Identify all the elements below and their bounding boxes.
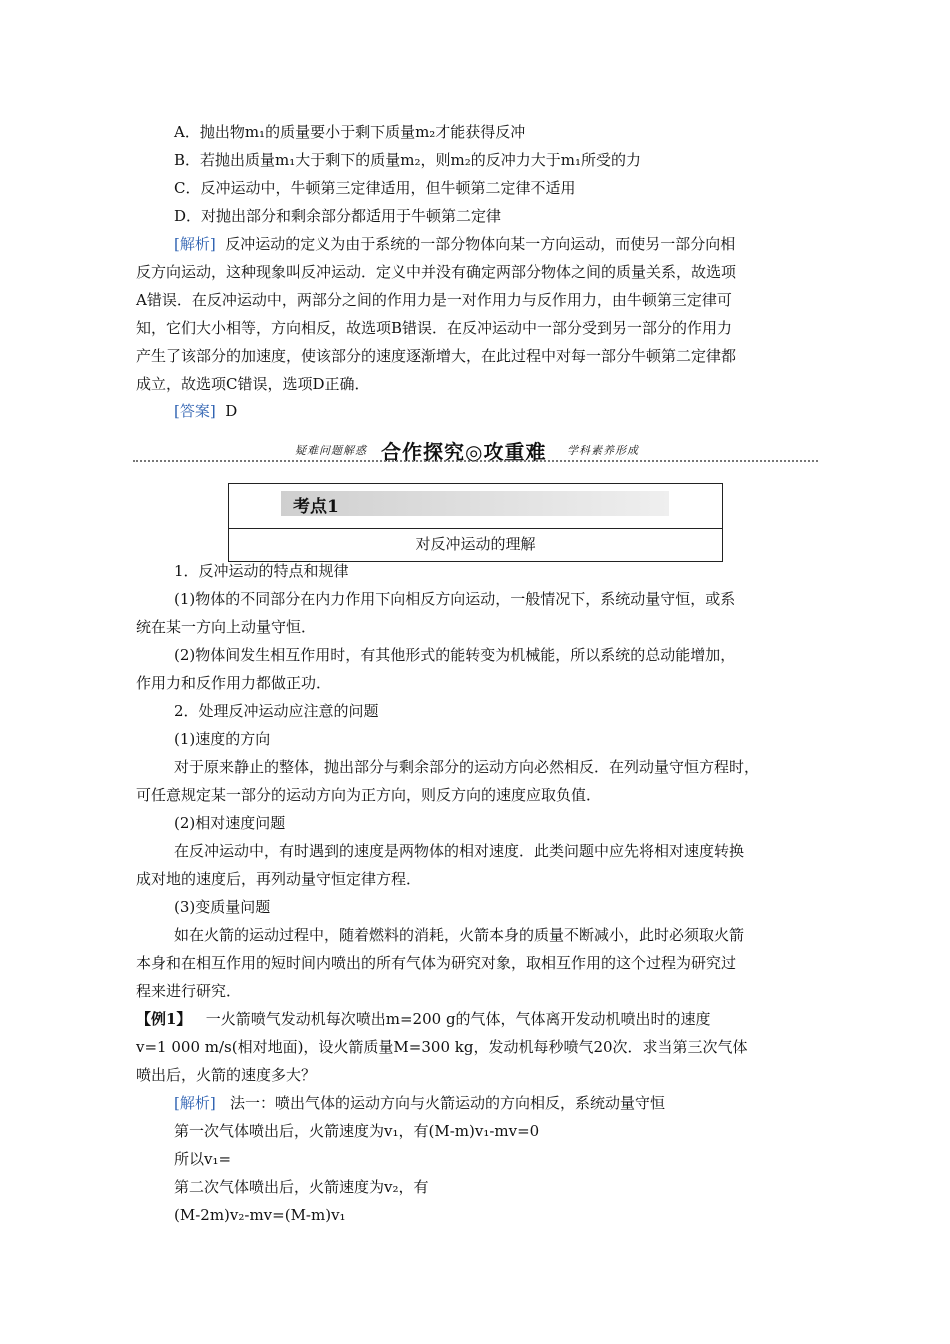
example-line-3: 喷出后，火箭的速度多大？ bbox=[136, 1066, 317, 1084]
option-a: A．抛出物m₁的质量要小于剩下质量m₂才能获得反冲 bbox=[174, 123, 526, 141]
kaodian-separator bbox=[229, 528, 722, 529]
section-line: 统在某一方向上动量守恒． bbox=[136, 618, 317, 636]
solution-line: 第二次气体喷出后，火箭速度为v₂，有 bbox=[174, 1178, 429, 1196]
analysis-line-1 bbox=[174, 233, 735, 255]
banner-left: 疑难问题解惑 bbox=[295, 444, 367, 457]
banner-divider bbox=[133, 460, 818, 462]
section-line: 如在火箭的运动过程中，随着燃料的消耗，火箭本身的质量不断减小，此时必须取火箭 bbox=[174, 926, 745, 944]
option-d: D．对抛出部分和剩余部分都适用于牛顿第二定律 bbox=[174, 207, 502, 225]
solution-line-1 bbox=[174, 1092, 665, 1114]
kaodian-title: 对反冲运动的理解 bbox=[415, 535, 536, 553]
option-b: B．若抛出质量m₁大于剩下的质量m₂，则m₂的反冲力大于m₁所受的力 bbox=[174, 151, 641, 169]
section-line: 程来进行研究． bbox=[136, 982, 242, 1000]
section-subheading: (2)相对速度问题 bbox=[174, 814, 286, 832]
section-line: 在反冲运动中，有时遇到的速度是两物体的相对速度．此类问题中应先将相对速度转换 bbox=[174, 842, 745, 860]
section-line: (1)物体的不同部分在内力作用下向相反方向运动，一般情况下，系统动量守恒，或系 bbox=[174, 590, 736, 608]
section-banner bbox=[133, 436, 818, 462]
option-c: C．反冲运动中，牛顿第三定律适用，但牛顿第二定律不适用 bbox=[174, 179, 576, 197]
solution-line: 第一次气体喷出后，火箭速度为v₁，有(M-m)v₁-mv=0 bbox=[174, 1122, 540, 1140]
section-subheading: (1)速度的方向 bbox=[174, 730, 271, 748]
solution-tag: [解析] bbox=[174, 1094, 216, 1112]
kaodian-box bbox=[228, 483, 723, 562]
section-heading-2: 2．处理反冲运动应注意的问题 bbox=[174, 702, 379, 720]
kaodian-tag: 考点1 bbox=[293, 497, 339, 517]
example-line-1 bbox=[136, 1008, 711, 1030]
section-line: 可任意规定某一部分的运动方向为正方向，则反方向的速度应取负值． bbox=[136, 786, 602, 804]
section-line: 本身和在相互作用的短时间内喷出的所有气体为研究对象，取相互作用的这个过程为研究过 bbox=[136, 954, 737, 972]
section-line: 成对地的速度后，再列动量守恒定律方程． bbox=[136, 870, 422, 888]
section-heading-1: 1．反冲运动的特点和规律 bbox=[174, 562, 349, 580]
analysis-line-5: 产生了该部分的加速度，使该部分的速度逐渐增大，在此过程中对每一部分牛顿第二定律都 bbox=[136, 347, 737, 365]
banner-right: 学科素养形成 bbox=[567, 444, 639, 457]
analysis-line-4: 知，它们大小相等，方向相反，故选项B错误．在反冲运动中一部分受到另一部分的作用力 bbox=[136, 319, 733, 337]
answer-line bbox=[174, 400, 237, 422]
solution-text: 法一：喷出气体的运动方向与火箭运动的方向相反，系统动量守恒 bbox=[230, 1094, 666, 1112]
analysis-tag: [解析] bbox=[174, 235, 216, 253]
answer-tag: [答案] bbox=[174, 402, 216, 420]
example-line-2: v=1 000 m/s(相对地面)，设火箭质量M=300 kg，发动机每秒喷气20次．求当第三次气体 bbox=[136, 1038, 748, 1056]
section-line: (2)物体间发生相互作用时，有其他形式的能转变为机械能，所以系统的总动能增加， bbox=[174, 646, 736, 664]
kaodian-tag-bar bbox=[281, 491, 669, 516]
banner-main: 合作探究◎攻重难 bbox=[381, 440, 547, 464]
analysis-line-3: A错误．在反冲运动中，两部分之间的作用力是一对作用力与反作用力，由牛顿第三定律可 bbox=[136, 291, 732, 309]
example-tag: 【例1】 bbox=[136, 1010, 192, 1028]
section-line: 对于原来静止的整体，抛出部分与剩余部分的运动方向必然相反．在列动量守恒方程时， bbox=[174, 758, 760, 776]
example-text: 一火箭喷气发动机每次喷出m=200 g的气体，气体离开发动机喷出时的速度 bbox=[205, 1010, 711, 1028]
answer-value: D bbox=[225, 402, 238, 420]
solution-line: (M-2m)v₂-mv=(M-m)v₁ bbox=[174, 1206, 346, 1224]
section-subheading: (3)变质量问题 bbox=[174, 898, 271, 916]
section-line: 作用力和反作用力都做正功． bbox=[136, 674, 332, 692]
analysis-line-2: 反方向运动，这种现象叫反冲运动．定义中并没有确定两部分物体之间的质量关系，故选项 bbox=[136, 263, 737, 281]
analysis-text: 反冲运动的定义为由于系统的一部分物体向某一方向运动，而使另一部分向相 bbox=[225, 235, 736, 253]
solution-line: 所以v₁= bbox=[174, 1150, 232, 1168]
analysis-line-6: 成立，故选项C错误，选项D正确． bbox=[136, 375, 370, 393]
